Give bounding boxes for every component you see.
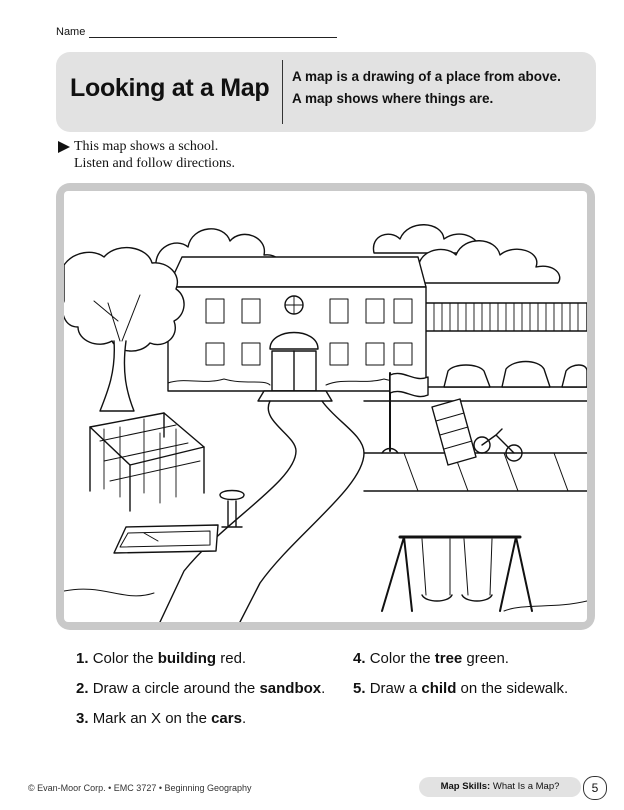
page-number: 5 xyxy=(583,776,607,800)
direction-keyword: cars xyxy=(211,710,242,727)
title-box xyxy=(56,52,596,132)
intro-line-1: This map shows a school. xyxy=(74,139,219,154)
direction-text-end: . xyxy=(241,710,247,727)
title-divider xyxy=(282,60,283,124)
direction-keyword: child xyxy=(421,680,457,697)
map-frame xyxy=(56,183,595,630)
sandbox-icon xyxy=(114,525,218,553)
name-field xyxy=(56,26,337,38)
direction-1 xyxy=(76,650,246,667)
footer-series xyxy=(419,777,605,799)
direction-keyword: tree xyxy=(434,650,463,667)
direction-3 xyxy=(76,710,246,727)
fence-icon xyxy=(420,303,587,331)
play-triangle-icon xyxy=(58,141,70,153)
direction-text: Mark an X on the xyxy=(92,710,212,727)
direction-text-end: green. xyxy=(462,650,509,667)
school-building-icon xyxy=(168,257,426,401)
direction-number: 3. xyxy=(76,710,89,727)
direction-text-end: red. xyxy=(216,650,247,667)
direction-4 xyxy=(353,650,509,667)
footer-copyright: © Evan-Moor Corp. • EMC 3727 • Beginning Geography xyxy=(28,783,252,793)
footer-topic-label: What Is a Map? xyxy=(490,781,560,792)
fountain-icon xyxy=(220,491,244,528)
car-icon xyxy=(444,362,587,388)
direction-keyword: building xyxy=(157,650,217,667)
direction-text: Color the xyxy=(92,650,158,667)
page-title: Looking at a Map xyxy=(70,74,270,102)
direction-number: 1. xyxy=(76,650,89,667)
direction-2 xyxy=(76,680,325,697)
direction-keyword: sandbox xyxy=(259,680,322,697)
direction-text: Draw a circle around the xyxy=(92,680,260,697)
direction-number: 5. xyxy=(353,680,366,697)
intro-line-2: Listen and follow directions. xyxy=(74,156,235,171)
tree-icon xyxy=(64,248,184,411)
direction-text: Color the xyxy=(369,650,435,667)
direction-number: 4. xyxy=(353,650,366,667)
footer-topic-pill xyxy=(419,777,581,797)
direction-text-end: on the sidewalk. xyxy=(456,680,569,697)
jungle-gym-icon xyxy=(90,413,204,511)
intro-instructions xyxy=(58,138,235,172)
description-line-2: A map shows where things are. xyxy=(292,91,494,106)
direction-text-end: . xyxy=(321,680,326,697)
school-map xyxy=(64,191,587,622)
name-line[interactable] xyxy=(89,27,337,38)
direction-5 xyxy=(353,680,568,697)
swing-set-icon xyxy=(382,537,532,611)
name-label: Name xyxy=(56,26,86,38)
direction-text: Draw a xyxy=(369,680,422,697)
footer-series-label: Map Skills: xyxy=(440,781,491,792)
title-description xyxy=(292,66,561,110)
bicycle-icon xyxy=(432,399,522,465)
direction-number: 2. xyxy=(76,680,89,697)
description-line-1: A map is a drawing of a place from above. xyxy=(292,69,561,84)
